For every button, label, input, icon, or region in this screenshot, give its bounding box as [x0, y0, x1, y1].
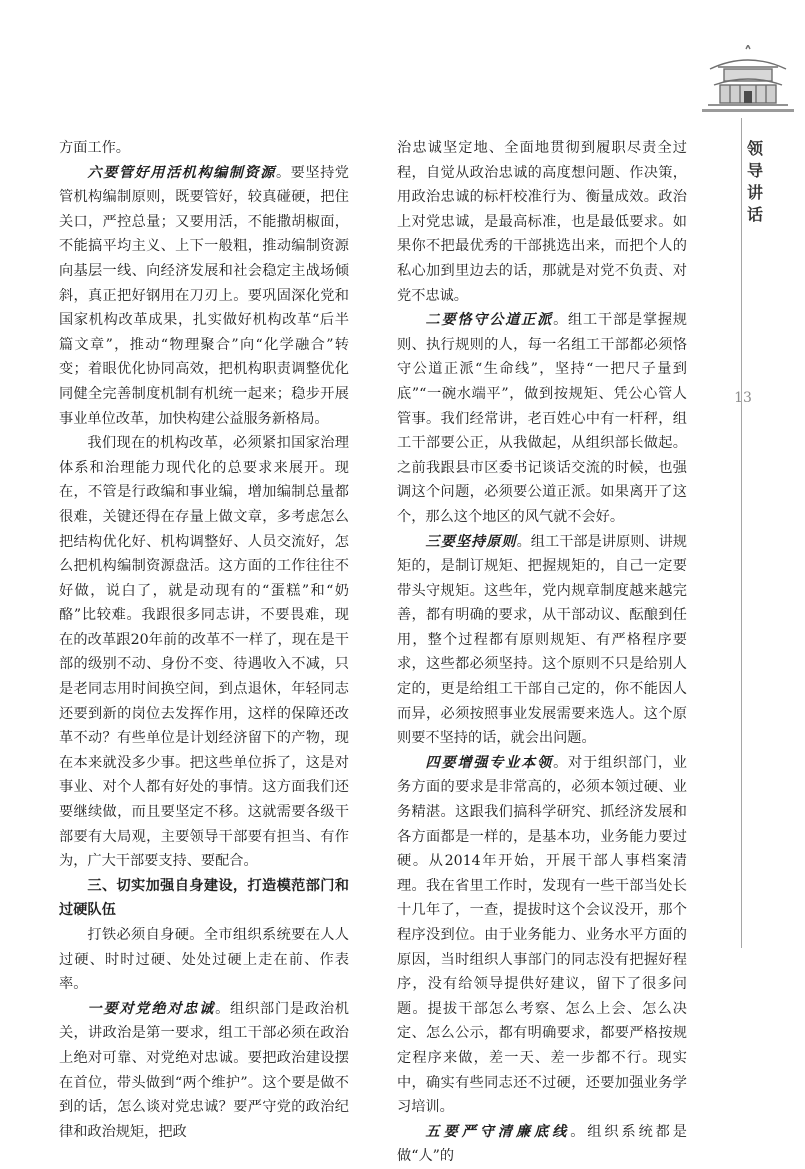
paragraph: 治忠诚坚定地、全面地贯彻到履职尽责全过程，自觉从政治忠诚的高度想问题、作决策，用政治忠诚的标杆校准行为、衡量成效。政治上对党忠诚，是最高标准，也是最低要求。如果你不把最优秀的干部挑选出来，而把个人的私心加到里边去的话，那就是对党不负责、对党不忠诚。 — [397, 140, 687, 304]
paragraph: 打铁必须自身硬。全市组织系统要在人人过硬、时时过硬、处处过硬上走在前、作表率。 — [59, 927, 349, 993]
paragraph-keyword: 五要严守清廉底线 — [425, 1123, 571, 1140]
paragraph — [397, 751, 687, 1120]
paragraph-keyword: 二要恪守公道正派 — [425, 312, 554, 329]
section-label: 领导讲话 — [746, 139, 763, 224]
paragraph: 方面工作。 — [59, 140, 130, 156]
page-number: 13 — [734, 390, 752, 406]
paragraph-keyword: 六要管好用活机构编制资源 — [87, 164, 276, 181]
right-column — [397, 136, 687, 1169]
paragraph-keyword: 一要对党绝对忠诚 — [87, 1000, 216, 1017]
paragraph-text: 。组织部门是政治机关，讲政治是第一要求，组工干部必须在政治上绝对可靠、对党绝对忠诚。要把政治建设摆在首位，带头做到“两个维护”。这个要是做不到的话，怎么谈对党忠诚？要严守党的政治纪律和政治规矩，把政 — [59, 1000, 349, 1140]
left-column — [59, 136, 349, 1144]
paragraph-text: 。组工干部是讲原则、讲规矩的，是制订规矩、把握规矩的，自己一定要带头守规矩。这些年，党内规章制度越来越完善，都有明确的要求，从干部动议、酝酿到任用，整个过程都有原则规矩、有严格程序要求，这些都必须坚持。这个原则不只是给别人定的，更是给组工干部自己定的，你不能因人而异，必须按照事业发展需要来选人。这个原则要不坚持的话，就会出问题。 — [397, 533, 687, 747]
paragraph — [397, 530, 687, 751]
pavilion-icon — [700, 45, 796, 121]
paragraph — [59, 161, 349, 432]
paragraph: 我们现在的机构改革，必须紧扣国家治理体系和治理能力现代化的总要求来展开。现在，不管是行政编和事业编，增加编制总量都很难，关键还得在存量上做文章，多考虑怎么把结构优化好、机构调整好、人员交流好，怎么把机构编制资源盘活。这方面的工作往往不好做，说白了，就是动现有的“蛋糕”和“奶酪”比较难。我跟很多同志讲，不要畏难，现在的改革跟20年前的改革不一样了，现在是干部的级别不动、身份不变、待遇收入不减，只是老同志用时间换空间，到点退休，年轻同志还要到新的岗位去发挥作用，这样的保障还改革不动？有些单位是计划经济留下的产物，现在本来就没多少事。把这些单位拆了，这是对事业、对个人都有好处的事情。这方面我们还要继续做，而且要坚定不移。这就需要各级干部要有大局观，主要领导干部要有担当、有作为，广大干部要支持、要配合。 — [59, 435, 349, 870]
paragraph-text: 。对于组织部门，业务方面的要求是非常高的，必须本领过硬、业务精湛。这跟我们搞科学研究、抓经济发展和各方面都是一样的，是基本功，业务能力要过硬。从2014年开始，开展干部人事档案清理。我在省里工作时，发现有一些干部当处长十几年了，一查，提拔时这个会议没开，那个程序没到位。由于业务能力、业务水平方面的原因，当时组织人事部门的同志没有把握好程序，没有给领导提供好建议，留下了很多问题。提拔干部怎么考察、怎么上会、怎么决定、怎么公示，都有明确要求，都要严格按规定程序来做，差一天、差一步都不行。现实中，确实有些同志还不过硬，还要加强业务学习培训。 — [397, 754, 687, 1116]
section-heading: 三、切实加强自身建设，打造模范部门和过硬队伍 — [59, 877, 349, 919]
sidebar-divider — [741, 408, 742, 948]
paragraph-text: 。组工干部是掌握规则、执行规则的人，每一名组工干部都必须恪守公道正派“生命线”，坚持“一把尺子量到底”“一碗水端平”，做到按规矩、凭公心管人管事。我们经常讲，老百姓心中有一杆秤，组工干部要公正，从我做起，从组织部长做起。之前我跟县市区委书记谈话交流的时候，也强调这个问题，必须要公道正派。如果离开了这个，那么这个地区的风气就不会好。 — [397, 312, 687, 525]
paragraph-text: 。组织系统都是做“人”的 — [397, 1123, 687, 1165]
paragraph-text: 。要坚持党管机构编制原则，既要管好，较真碰硬，把住关口，严控总量；又要用活，不能撒胡椒面，不能搞平均主义、上下一般粗，推动编制资源向基层一线、向经济发展和社会稳定主战场倾斜，真正把好钢用在刀刃上。要巩固深化党和国家机构改革成果，扎实做好机构改革“后半篇文章”，推动“物理聚合”向“化学融合”转变；着眼优化协同高效，把机构职责调整优化同健全完善制度机制有机统一起来；稳步开展事业单位改革，加快构建公益服务新格局。 — [59, 164, 349, 427]
paragraph-keyword: 三要坚持原则 — [425, 533, 517, 550]
paragraph — [397, 1120, 687, 1169]
paragraph — [59, 997, 349, 1145]
paragraph-keyword: 四要增强专业本领 — [425, 754, 554, 771]
paragraph — [397, 308, 687, 529]
